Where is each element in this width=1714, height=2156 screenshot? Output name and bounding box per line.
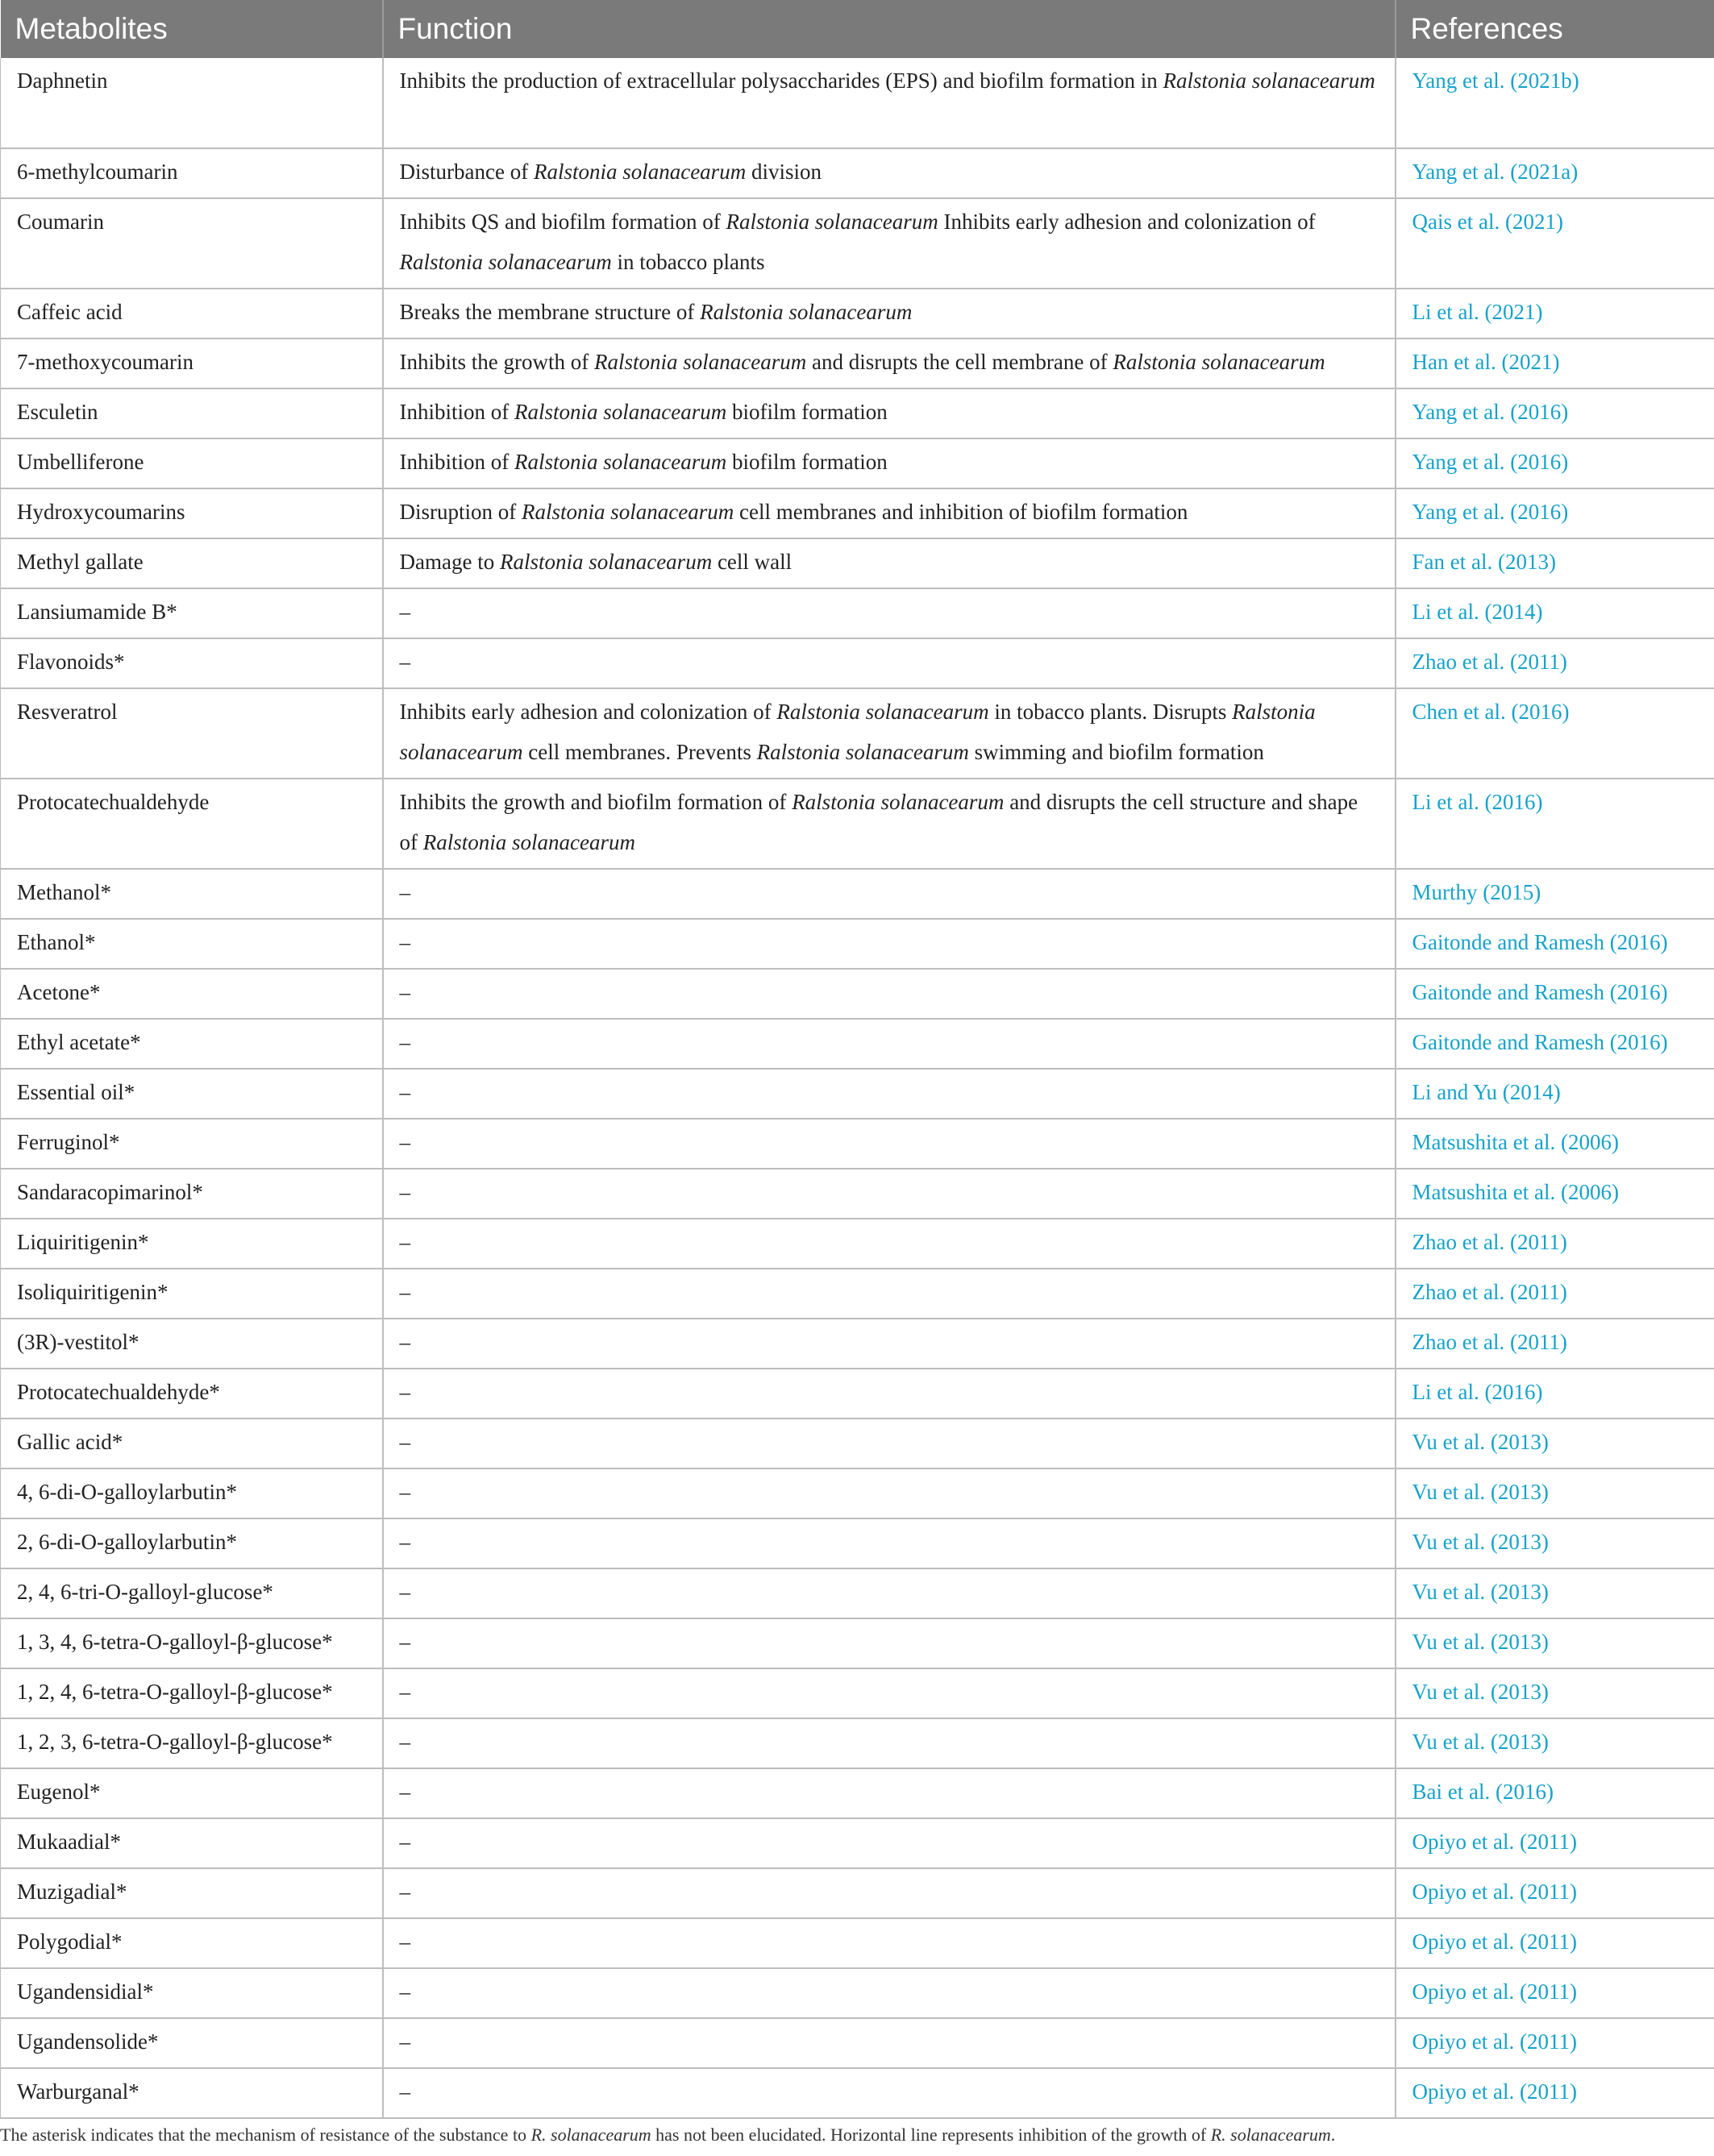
reference-link[interactable]: Zhao et al. (2011): [1396, 1319, 1714, 1369]
metabolite-cell: 2, 4, 6-tri-O-galloyl-glucose*: [1, 1568, 383, 1618]
metabolite-cell: 2, 6-di-O-galloylarbutin*: [1, 1518, 383, 1568]
reference-link[interactable]: Opiyo et al. (2011): [1396, 1818, 1714, 1868]
text-segment: –: [399, 1780, 410, 1804]
table-row: [1, 388, 1714, 438]
reference-link[interactable]: Fan et al. (2013): [1396, 538, 1714, 588]
italic-text: Ralstonia solanacearum: [499, 550, 713, 574]
reference-link[interactable]: Chen et al. (2016): [1396, 688, 1714, 779]
table-row: [1, 538, 1714, 588]
function-cell: [383, 438, 1396, 488]
reference-link[interactable]: Qais et al. (2021): [1396, 198, 1714, 289]
table-row: [1, 969, 1714, 1019]
metabolite-cell: Resveratrol: [1, 688, 383, 779]
metabolite-cell: Ferruginol*: [1, 1119, 383, 1169]
table-row: [1, 1668, 1714, 1718]
table-row: [1, 198, 1714, 289]
metabolite-cell: Methyl gallate: [1, 538, 383, 588]
italic-text: Ralstonia solanacearum: [399, 250, 612, 274]
metabolite-cell: Umbelliferone: [1, 438, 383, 488]
reference-link[interactable]: Opiyo et al. (2011): [1396, 1968, 1714, 2018]
function-cell: [383, 1269, 1396, 1319]
text-segment: .: [1330, 2125, 1336, 2145]
metabolite-cell: 1, 2, 3, 6-tetra-O-galloyl-β-glucose*: [1, 1718, 383, 1768]
reference-link[interactable]: Zhao et al. (2011): [1396, 1269, 1714, 1319]
function-cell: [383, 1718, 1396, 1768]
text-segment: –: [399, 1830, 410, 1854]
table-row: [1, 1269, 1714, 1319]
function-cell: [383, 1019, 1396, 1069]
function-cell: [383, 339, 1396, 388]
function-cell: [383, 688, 1396, 779]
text-segment: –: [399, 2079, 410, 2104]
text-segment: –: [399, 1530, 410, 1554]
reference-link[interactable]: Gaitonde and Ramesh (2016): [1396, 919, 1714, 969]
header-row: [1, 0, 1714, 58]
table-row: [1, 1468, 1714, 1518]
table-row: [1, 1319, 1714, 1369]
reference-link[interactable]: Vu et al. (2013): [1396, 1419, 1714, 1468]
table-row: [1, 1968, 1714, 2018]
function-cell: [383, 538, 1396, 588]
reference-link[interactable]: Zhao et al. (2011): [1396, 638, 1714, 688]
function-cell: [383, 1668, 1396, 1718]
metabolite-cell: Caffeic acid: [1, 289, 383, 339]
metabolite-cell: Warburganal*: [1, 2068, 383, 2118]
text-segment: –: [399, 980, 410, 1004]
text-segment: –: [399, 1080, 410, 1104]
italic-text: Ralstonia solanacearum: [399, 700, 1316, 764]
function-cell: [383, 1319, 1396, 1369]
reference-link[interactable]: Vu et al. (2013): [1396, 1668, 1714, 1718]
reference-link[interactable]: Bai et al. (2016): [1396, 1768, 1714, 1818]
italic-text: Ralstonia solanacearum: [514, 450, 727, 474]
text-segment: has not been elucidated. Horizontal line represents inhibition of the growth of: [651, 2125, 1211, 2145]
text-segment: Inhibits the growth and biofilm formation of: [399, 790, 793, 814]
function-cell: [383, 2068, 1396, 2118]
text-segment: –: [399, 1880, 410, 1904]
text-segment: Inhibits the production of extracellular polysaccharides (EPS) and biofilm formation in: [399, 69, 1163, 93]
reference-link[interactable]: Li and Yu (2014): [1396, 1069, 1714, 1119]
reference-link[interactable]: Li et al. (2021): [1396, 289, 1714, 339]
metabolite-cell: Protocatechualdehyde: [1, 779, 383, 869]
function-cell: [383, 2018, 1396, 2068]
function-cell: [383, 1968, 1396, 2018]
table-row: [1, 1818, 1714, 1868]
metabolite-cell: Isoliquiritigenin*: [1, 1269, 383, 1319]
italic-text: Ralstonia solanacearum: [593, 350, 807, 374]
text-segment: Disturbance of: [399, 160, 534, 184]
function-cell: [383, 148, 1396, 198]
text-segment: –: [399, 600, 410, 624]
function-cell: [383, 1868, 1396, 1918]
reference-link[interactable]: Vu et al. (2013): [1396, 1568, 1714, 1618]
table-row: [1, 1918, 1714, 1968]
table-row: [1, 148, 1714, 198]
metabolite-cell: Polygodial*: [1, 1918, 383, 1968]
table-row: [1, 919, 1714, 969]
function-cell: [383, 388, 1396, 438]
text-segment: –: [399, 1130, 410, 1154]
function-cell: [383, 1518, 1396, 1568]
function-cell: [383, 1768, 1396, 1818]
function-cell: [383, 1468, 1396, 1518]
text-segment: cell membranes and inhibition of biofilm formation: [734, 500, 1188, 524]
metabolite-cell: 1, 3, 4, 6-tetra-O-galloyl-β-glucose*: [1, 1618, 383, 1668]
metabolite-cell: Essential oil*: [1, 1069, 383, 1119]
metabolite-cell: Ethanol*: [1, 919, 383, 969]
italic-text: Ralstonia solanacearum: [1163, 69, 1375, 93]
italic-text: Ralstonia solanacearum: [422, 830, 635, 854]
function-cell: [383, 1369, 1396, 1419]
function-cell: [383, 1818, 1396, 1868]
text-segment: swimming and biofilm formation: [968, 740, 1264, 764]
table-row: [1, 1169, 1714, 1219]
table-row: [1, 2068, 1714, 2118]
italic-text: R. solanacearum: [1210, 2125, 1331, 2145]
header-references: References: [1396, 0, 1714, 58]
reference-link[interactable]: Yang et al. (2021b): [1396, 58, 1714, 148]
function-cell: [383, 779, 1396, 869]
reference-link[interactable]: Vu et al. (2013): [1396, 1718, 1714, 1768]
text-segment: –: [399, 650, 410, 674]
metabolite-cell: Muzigadial*: [1, 1868, 383, 1918]
italic-text: Ralstonia solanacearum: [522, 500, 734, 524]
metabolite-cell: Sandaracopimarinol*: [1, 1169, 383, 1219]
header-metabolites: Metabolites: [1, 0, 383, 58]
reference-link[interactable]: Opiyo et al. (2011): [1396, 1918, 1714, 1968]
table-row: [1, 779, 1714, 869]
text-segment: –: [399, 1180, 410, 1204]
text-segment: Inhibition of: [399, 400, 514, 424]
table-row: [1, 1768, 1714, 1818]
reference-link[interactable]: Vu et al. (2013): [1396, 1468, 1714, 1518]
text-segment: Inhibits QS and biofilm formation of: [399, 210, 726, 234]
text-segment: Inhibition of: [399, 450, 514, 474]
table-row: [1, 1019, 1714, 1069]
reference-link[interactable]: Han et al. (2021): [1396, 339, 1714, 388]
table-row: [1, 1718, 1714, 1768]
italic-text: Ralstonia solanacearum: [533, 160, 747, 184]
function-cell: [383, 1918, 1396, 1968]
metabolite-cell: Ugandensolide*: [1, 2018, 383, 2068]
table-header: [1, 0, 1714, 58]
text-segment: cell membranes. Prevents: [522, 740, 757, 764]
text-segment: in tobacco plants. Disrupts: [988, 700, 1233, 724]
metabolite-cell: Flavonoids*: [1, 638, 383, 688]
table-row: [1, 688, 1714, 779]
table-row: [1, 1219, 1714, 1269]
reference-link[interactable]: Matsushita et al. (2006): [1396, 1169, 1714, 1219]
text-segment: Damage to: [399, 550, 500, 574]
table-row: [1, 1868, 1714, 1918]
reference-link[interactable]: Gaitonde and Ramesh (2016): [1396, 1019, 1714, 1069]
metabolite-cell: Ethyl acetate*: [1, 1019, 383, 1069]
text-segment: The asterisk indicates that the mechanism of resistance of the substance to: [0, 2125, 531, 2145]
text-segment: biofilm formation: [726, 450, 888, 474]
italic-text: Ralstonia solanacearum: [700, 300, 913, 324]
text-segment: –: [399, 1380, 410, 1404]
text-segment: –: [399, 1430, 410, 1454]
function-cell: [383, 588, 1396, 638]
text-segment: Inhibits early adhesion and colonization of: [399, 700, 777, 724]
metabolite-cell: Liquiritigenin*: [1, 1219, 383, 1269]
reference-link[interactable]: Yang et al. (2016): [1396, 438, 1714, 488]
table-row: [1, 488, 1714, 538]
text-segment: –: [399, 1930, 410, 1954]
text-segment: –: [399, 1480, 410, 1504]
metabolite-cell: Esculetin: [1, 388, 383, 438]
header-function: Function: [383, 0, 1396, 58]
text-segment: –: [399, 1630, 410, 1654]
metabolite-cell: Mukaadial*: [1, 1818, 383, 1868]
function-cell: [383, 1169, 1396, 1219]
italic-text: Ralstonia solanacearum: [514, 400, 727, 424]
table-row: [1, 58, 1714, 148]
function-cell: [383, 1219, 1396, 1269]
metabolite-cell: Gallic acid*: [1, 1419, 383, 1468]
function-cell: [383, 1568, 1396, 1618]
metabolite-cell: 7-methoxycoumarin: [1, 339, 383, 388]
reference-link[interactable]: Vu et al. (2013): [1396, 1618, 1714, 1668]
metabolite-cell: Daphnetin: [1, 58, 383, 148]
table-row: [1, 339, 1714, 388]
metabolite-cell: Coumarin: [1, 198, 383, 289]
function-cell: [383, 1419, 1396, 1468]
table-row: [1, 1119, 1714, 1169]
italic-text: Ralstonia solanacearum: [726, 210, 938, 234]
text-segment: –: [399, 2029, 410, 2054]
reference-link[interactable]: Yang et al. (2016): [1396, 388, 1714, 438]
table-row: [1, 438, 1714, 488]
text-segment: –: [399, 1680, 410, 1704]
reference-link[interactable]: Opiyo et al. (2011): [1396, 2068, 1714, 2118]
table-row: [1, 588, 1714, 638]
text-segment: Inhibits early adhesion and colonization of: [938, 210, 1316, 234]
italic-text: Ralstonia solanacearum: [792, 790, 1005, 814]
text-segment: in tobacco plants: [611, 250, 765, 274]
table-row: [1, 1369, 1714, 1419]
text-segment: cell wall: [712, 550, 793, 574]
text-segment: –: [399, 1979, 410, 2004]
table-row: [1, 1518, 1714, 1568]
text-segment: –: [399, 880, 410, 904]
text-segment: –: [399, 1030, 410, 1054]
reference-link[interactable]: Matsushita et al. (2006): [1396, 1119, 1714, 1169]
function-cell: [383, 969, 1396, 1019]
text-segment: –: [399, 930, 410, 954]
metabolite-cell: Hydroxycoumarins: [1, 488, 383, 538]
reference-link[interactable]: Murthy (2015): [1396, 869, 1714, 919]
function-cell: [383, 1069, 1396, 1119]
italic-text: Ralstonia solanacearum: [776, 700, 989, 724]
function-cell: [383, 198, 1396, 289]
text-segment: –: [399, 1730, 410, 1754]
metabolite-cell: Acetone*: [1, 969, 383, 1019]
reference-link[interactable]: Yang et al. (2016): [1396, 488, 1714, 538]
reference-link[interactable]: Opiyo et al. (2011): [1396, 1868, 1714, 1918]
function-cell: [383, 869, 1396, 919]
table-row: [1, 1618, 1714, 1668]
metabolite-cell: 4, 6-di-O-galloylarbutin*: [1, 1468, 383, 1518]
text-segment: Disruption of: [399, 500, 522, 524]
metabolite-cell: 6-methylcoumarin: [1, 148, 383, 198]
function-cell: [383, 919, 1396, 969]
table-footnote: [0, 2121, 1714, 2149]
metabolite-cell: Eugenol*: [1, 1768, 383, 1818]
text-segment: –: [399, 1580, 410, 1604]
table-row: [1, 1419, 1714, 1468]
table-row: [1, 289, 1714, 339]
table-row: [1, 1069, 1714, 1119]
text-segment: and disrupts the cell structure and shape of: [399, 790, 1358, 854]
metabolite-cell: Methanol*: [1, 869, 383, 919]
table-row: [1, 1568, 1714, 1618]
function-cell: [383, 488, 1396, 538]
reference-link[interactable]: Li et al. (2016): [1396, 779, 1714, 869]
text-segment: –: [399, 1230, 410, 1254]
reference-link[interactable]: Li et al. (2016): [1396, 1369, 1714, 1419]
reference-link[interactable]: Li et al. (2014): [1396, 588, 1714, 638]
text-segment: Inhibits the growth of: [399, 350, 594, 374]
text-segment: division: [746, 160, 822, 184]
function-cell: [383, 1119, 1396, 1169]
reference-link[interactable]: Zhao et al. (2011): [1396, 1219, 1714, 1269]
italic-text: Ralstonia solanacearum: [1113, 350, 1325, 374]
metabolite-cell: (3R)-vestitol*: [1, 1319, 383, 1369]
text-segment: –: [399, 1280, 410, 1304]
reference-link[interactable]: Yang et al. (2021a): [1396, 148, 1714, 198]
metabolite-cell: Protocatechualdehyde*: [1, 1369, 383, 1419]
italic-text: Ralstonia solanacearum: [756, 740, 969, 764]
reference-link[interactable]: Gaitonde and Ramesh (2016): [1396, 969, 1714, 1019]
italic-text: R. solanacearum: [530, 2125, 651, 2145]
function-cell: [383, 289, 1396, 339]
function-cell: [383, 58, 1396, 148]
text-segment: and disrupts the cell membrane of: [806, 350, 1113, 374]
table-row: [1, 638, 1714, 688]
metabolite-cell: Lansiumamide B*: [1, 588, 383, 638]
table-row: [1, 869, 1714, 919]
metabolite-cell: 1, 2, 4, 6-tetra-O-galloyl-β-glucose*: [1, 1668, 383, 1718]
table-row: [1, 2018, 1714, 2068]
function-cell: [383, 1618, 1396, 1668]
reference-link[interactable]: Vu et al. (2013): [1396, 1518, 1714, 1568]
text-segment: –: [399, 1330, 410, 1354]
reference-link[interactable]: Opiyo et al. (2011): [1396, 2018, 1714, 2068]
table-body: [1, 58, 1714, 2118]
function-cell: [383, 638, 1396, 688]
metabolite-cell: Ugandensidial*: [1, 1968, 383, 2018]
text-segment: biofilm formation: [726, 400, 888, 424]
text-segment: Breaks the membrane structure of: [399, 300, 701, 324]
